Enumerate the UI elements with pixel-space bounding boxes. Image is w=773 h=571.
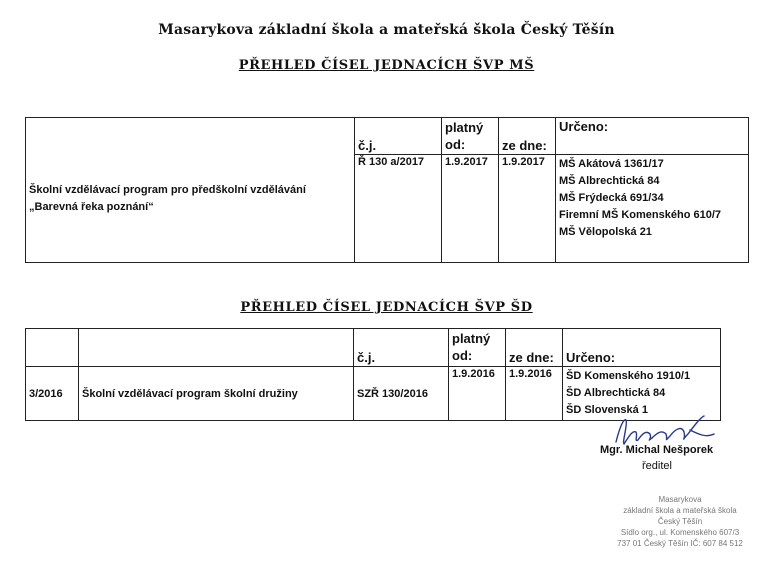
sd-platny-od-value: 1.9.2016 (449, 367, 506, 421)
list-item: MŠ Vělopolská 21 (559, 226, 652, 238)
list-item: ŠD Slovenská 1 (566, 404, 648, 416)
sd-cj-value: SZŘ 130/2016 (354, 367, 449, 421)
ms-cj-value: Ř 130 a/2017 (355, 155, 442, 263)
list-item: Firemní MŠ Komenského 610/7 (559, 209, 721, 221)
list-item: ŠD Komenského 1910/1 (566, 370, 691, 382)
ms-header-urceno: Určeno: (556, 118, 749, 155)
sd-header-cj: č.j. (354, 329, 449, 367)
sd-header-ze-dne: ze dne: (506, 329, 563, 367)
ms-ze-dne-value: 1.9.2017 (499, 155, 556, 263)
school-stamp (585, 494, 773, 549)
school-name: Masarykova základní škola a mateřská škola Český Těšín (158, 22, 615, 38)
list-item: MŠ Frýdecká 691/34 (559, 192, 664, 204)
ms-header-platny-label: platný (445, 120, 484, 135)
sd-header-empty-program (79, 329, 354, 367)
ms-program-line2: „Barevná řeka poznání“ (29, 201, 154, 213)
sd-header-urceno: Určeno: (563, 329, 721, 367)
signatory-role: ředitel (642, 460, 672, 472)
table-ms (25, 117, 749, 263)
list-item: MŠ Albrechtická 84 (559, 175, 660, 187)
sd-ze-dne-value: 1.9.2016 (506, 367, 563, 421)
ms-header-ze-dne: ze dne: (499, 118, 556, 155)
ms-platny-od-value: 1.9.2017 (442, 155, 499, 263)
ms-program-cell (26, 118, 355, 263)
stamp-line: 737 01 Český Těšín IČ: 607 84 512 (617, 539, 743, 548)
list-item: MŠ Akátová 1361/17 (559, 158, 664, 170)
table-sd (25, 328, 721, 421)
sd-header-platny (449, 329, 506, 367)
ms-program-line1: Školní vzdělávací program pro předškolní vzdělávání (29, 184, 306, 196)
sd-header-od-label: od: (452, 348, 473, 363)
ms-header-od-label: od: (445, 137, 466, 152)
sd-number-value: 3/2016 (26, 367, 79, 421)
stamp-line: Sídlo org., ul. Komenského 607/3 (620, 528, 740, 537)
ms-heading: PŘEHLED ČÍSEL JEDNACÍCH ŠVP MŠ (238, 58, 535, 73)
list-item: ŠD Albrechtická 84 (566, 387, 666, 399)
sd-heading: PŘEHLED ČÍSEL JEDNACÍCH ŠVP ŠD (240, 300, 533, 315)
sd-header-empty-number (26, 329, 79, 367)
ms-urceno-list (556, 155, 749, 263)
stamp-line: Masarykova (658, 495, 702, 504)
signatory-name: Mgr. Michal Nešporek (600, 444, 714, 456)
sd-program-value: Školní vzdělávací program školní družiny (79, 367, 354, 421)
stamp-line: základní škola a mateřská škola (623, 506, 737, 515)
ms-header-platny (442, 118, 499, 155)
sd-header-platny-label: platný (452, 331, 491, 346)
stamp-line: Český Těšín (657, 517, 703, 526)
ms-header-cj: č.j. (355, 118, 442, 155)
